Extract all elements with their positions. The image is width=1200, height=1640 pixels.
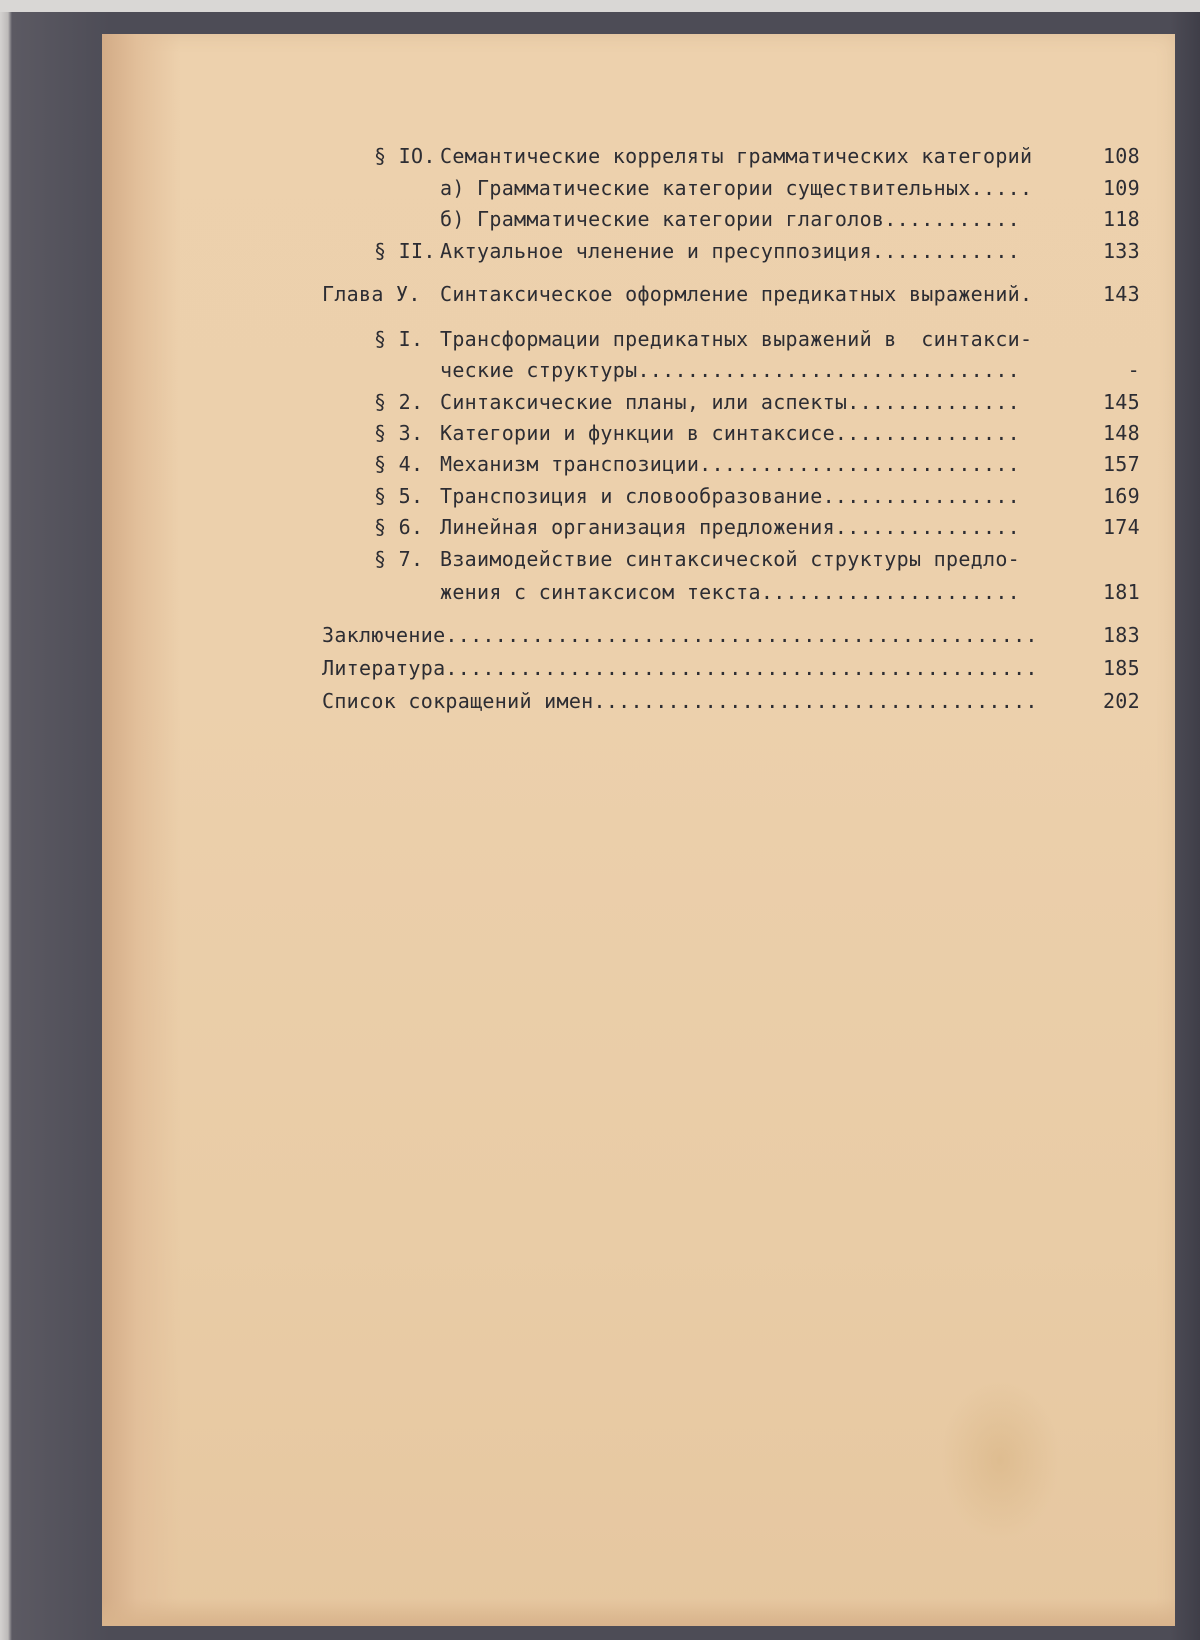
toc-entry-page: 148 bbox=[1102, 421, 1140, 445]
toc-entry-label: § 3. bbox=[374, 421, 424, 445]
toc-entry-title: Актуальное членение и пресуппозиция............ bbox=[440, 239, 1021, 263]
toc-entry-page: 183 bbox=[1102, 623, 1140, 647]
toc-entry-title: Синтаксические планы, или аспекты.............. bbox=[440, 390, 1021, 414]
toc-entry-page: 169 bbox=[1102, 484, 1140, 508]
toc-entry-label: § II. bbox=[374, 239, 436, 263]
toc-entry-page: 109 bbox=[1102, 176, 1140, 200]
toc-entry-title: б) Грамматические категории глаголов........... bbox=[440, 207, 1021, 231]
toc-entry-page: 181 bbox=[1102, 580, 1140, 604]
toc-entry-label: § 7. bbox=[374, 547, 424, 571]
toc-entry-page: 202 bbox=[1102, 689, 1140, 713]
toc-entry-page: - bbox=[1127, 358, 1140, 382]
toc-entry-label: § 5. bbox=[374, 484, 424, 508]
toc-entry-page: 108 bbox=[1102, 144, 1140, 168]
toc-chapter-title: Синтаксическое оформление предикатных выражений. bbox=[440, 282, 1033, 306]
toc-entry-title: ческие структуры............................... bbox=[440, 358, 1021, 382]
toc-entry-title: Категории и функции в синтаксисе............... bbox=[440, 421, 1021, 445]
toc-entry-label: § 2. bbox=[374, 390, 424, 414]
toc-entry-title: Заключение................................................ bbox=[322, 623, 1038, 647]
toc-entry-label: § 4. bbox=[374, 452, 424, 476]
toc-entry-title: Взаимодействие синтаксической структуры предло- bbox=[440, 547, 1021, 571]
toc-entry-label: § I. bbox=[374, 327, 424, 351]
toc-entry-page: 133 bbox=[1102, 239, 1140, 263]
toc-entry-title: Трансформации предикатных выражений в синтакси- bbox=[440, 327, 1033, 351]
toc-entry-title: Список сокращений имен.................................... bbox=[322, 689, 1038, 713]
toc-entry-title: Линейная организация предложения............... bbox=[440, 515, 1021, 539]
toc-entry-title: Транспозиция и словообразование................ bbox=[440, 484, 1021, 508]
toc-entry-title: жения с синтаксисом текста..................... bbox=[440, 580, 1021, 604]
toc-entry-page: 143 bbox=[1102, 282, 1140, 306]
toc-entry-label: § 6. bbox=[374, 515, 424, 539]
toc-entry-title: Литература................................................ bbox=[322, 656, 1038, 680]
toc-chapter-label: Глава У. bbox=[322, 282, 421, 306]
toc-entry-title: Механизм транспозиции.......................... bbox=[440, 452, 1021, 476]
toc-entry-page: 157 bbox=[1102, 452, 1140, 476]
toc-entry-page: 185 bbox=[1102, 656, 1140, 680]
toc-entry-title: Семантические корреляты грамматических категорий bbox=[440, 144, 1033, 168]
toc-entry-label: § IO. bbox=[374, 144, 436, 168]
toc-entry-page: 118 bbox=[1102, 207, 1140, 231]
toc-entry-page: 145 bbox=[1102, 390, 1140, 414]
toc-entry-title: а) Грамматические категории существительных..... bbox=[440, 176, 1033, 200]
toc-entry-page: 174 bbox=[1102, 515, 1140, 539]
